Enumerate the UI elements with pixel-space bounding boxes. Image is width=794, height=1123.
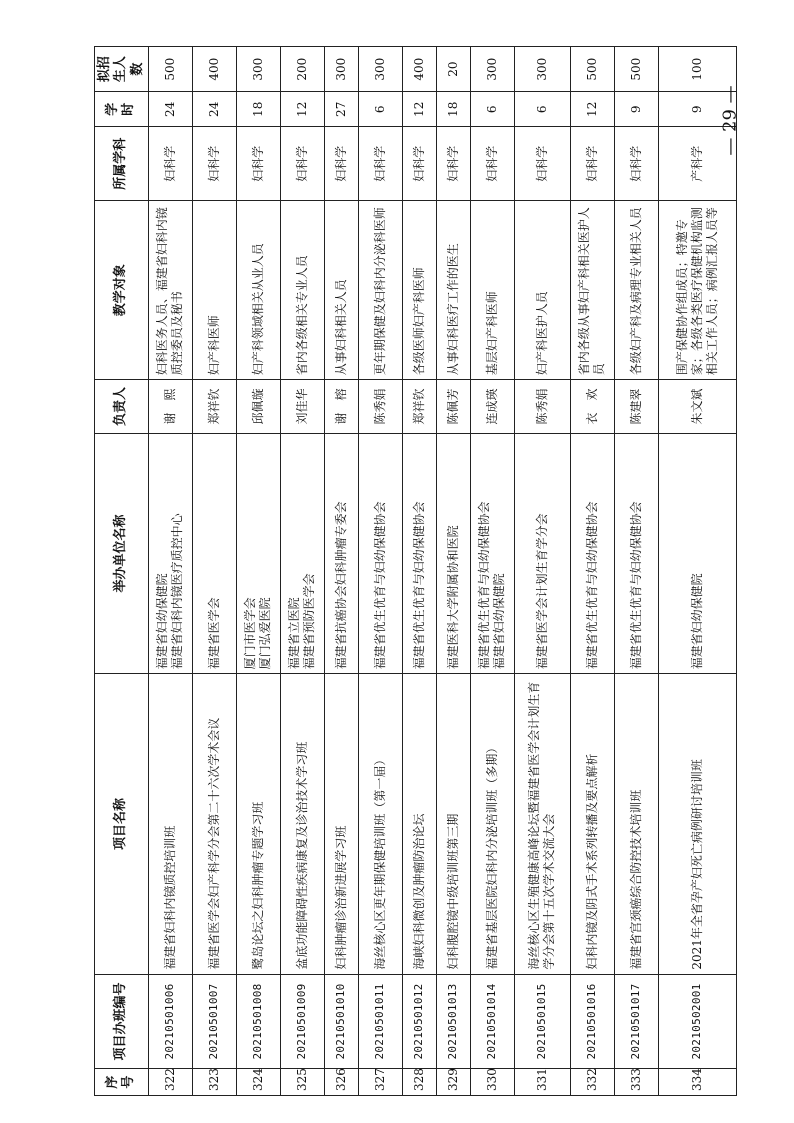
row-index: 325 (280, 1069, 324, 1096)
row-code: 20210501014 (470, 974, 514, 1069)
table-row (658, 47, 736, 1096)
row-audience: 从事妇科医疗工作的医生 (436, 201, 470, 380)
row-discipline: 妇科学 (236, 127, 280, 201)
row-enrollment: 300 (514, 47, 570, 92)
row-audience: 妇产科医护人员 (514, 201, 570, 380)
header-hours: 学时 (95, 92, 149, 127)
row-project: 福建省妇科内镜质控培训班 (148, 674, 192, 974)
row-person: 朱文斌 (658, 380, 736, 433)
row-enrollment: 300 (470, 47, 514, 92)
row-index: 334 (658, 1069, 736, 1096)
row-discipline: 妇科学 (192, 127, 236, 201)
row-hours: 6 (358, 92, 402, 127)
row-audience: 各级医师妇产科医师 (402, 201, 436, 380)
row-hours: 6 (514, 92, 570, 127)
table-row (358, 47, 402, 1096)
row-organizer: 福建省优生优育与妇幼保健协会 (402, 433, 436, 674)
table-row (614, 47, 658, 1096)
row-index: 322 (148, 1069, 192, 1096)
row-audience: 围产保健协作组成员；特邀专家；各级各类医疗保健机构监测相关工作人员；病例汇报人员等 (658, 201, 736, 380)
row-enrollment: 500 (614, 47, 658, 92)
row-code: 20210501015 (514, 974, 570, 1069)
row-discipline: 妇科学 (358, 127, 402, 201)
header-project: 项目名称 (95, 674, 149, 974)
row-organizer: 福建省优生优育与妇幼保健协会 (570, 433, 614, 674)
row-discipline: 妇科学 (470, 127, 514, 201)
row-organizer: 福建省医学会计划生育学分会 (514, 433, 570, 674)
row-person: 邱佩璇 (236, 380, 280, 433)
row-hours: 9 (658, 92, 736, 127)
row-person: 谢 榕 (324, 380, 358, 433)
course-table (94, 46, 737, 1096)
row-project: 2021年全省孕产妇死亡病例研讨培训班 (658, 674, 736, 974)
row-audience: 妇科医务人员、福建省妇科内镜质控委员及秘书 (148, 201, 192, 380)
header-code: 项目办班编号 (95, 974, 149, 1069)
row-audience: 基层妇产科医师 (470, 201, 514, 380)
row-discipline: 妇科学 (436, 127, 470, 201)
row-project: 福建省基层医院妇科内分泌培训班（多期） (470, 674, 514, 974)
row-audience: 妇产科领域相关从业人员 (236, 201, 280, 380)
row-hours: 24 (148, 92, 192, 127)
row-person: 陈建翠 (614, 380, 658, 433)
row-code: 20210502001 (658, 974, 736, 1069)
row-discipline: 妇科学 (514, 127, 570, 201)
row-audience: 更年期保健及妇科内分泌科医师 (358, 201, 402, 380)
row-person: 刘佳华 (280, 380, 324, 433)
row-code: 20210501007 (192, 974, 236, 1069)
row-organizer: 福建省妇幼保健院 (658, 433, 736, 674)
row-enrollment: 300 (358, 47, 402, 92)
row-organizer: 福建省抗癌协会妇科肿瘤专委会 (324, 433, 358, 674)
row-code: 20210501008 (236, 974, 280, 1069)
row-organizer: 厦门市医学会 厦门弘爱医院 (236, 433, 280, 674)
row-person: 陈秀娟 (514, 380, 570, 433)
row-hours: 18 (236, 92, 280, 127)
row-discipline: 妇科学 (324, 127, 358, 201)
table-row (514, 47, 570, 1096)
row-code: 20210501016 (570, 974, 614, 1069)
row-index: 332 (570, 1069, 614, 1096)
row-enrollment: 500 (570, 47, 614, 92)
row-code: 20210501013 (436, 974, 470, 1069)
row-person: 谢 熙 (148, 380, 192, 433)
page-number: — 29 — (719, 84, 741, 156)
row-index: 323 (192, 1069, 236, 1096)
row-project: 妇科内镜及阴式手术系列转播及要点解析 (570, 674, 614, 974)
row-person: 陈佩芳 (436, 380, 470, 433)
row-organizer: 福建省优生优育与妇幼保健协会 (358, 433, 402, 674)
row-index: 329 (436, 1069, 470, 1096)
row-code: 20210501012 (402, 974, 436, 1069)
row-code: 20210501009 (280, 974, 324, 1069)
row-audience: 省内各级相关专业人员 (280, 201, 324, 380)
row-enrollment: 20 (436, 47, 470, 92)
header-audience: 教学对象 (95, 201, 149, 380)
table-row (570, 47, 614, 1096)
row-organizer: 福建省妇幼保健院 福建省妇科内镜医疗质控中心 (148, 433, 192, 674)
row-enrollment: 100 (658, 47, 736, 92)
row-person: 郑祥钦 (402, 380, 436, 433)
row-organizer: 福建省优生优育与妇幼保健协会 福建省妇幼保健院 (470, 433, 514, 674)
table-row (324, 47, 358, 1096)
row-index: 333 (614, 1069, 658, 1096)
row-organizer: 福建省优生优育与妇幼保健协会 (614, 433, 658, 674)
row-discipline: 妇科学 (280, 127, 324, 201)
row-audience: 各级妇产科及病理专业相关人员 (614, 201, 658, 380)
table-row (192, 47, 236, 1096)
row-project: 海丝核心区更年期保健培训班（第一届） (358, 674, 402, 974)
row-discipline: 产科学 (658, 127, 736, 201)
row-hours: 12 (570, 92, 614, 127)
row-hours: 12 (402, 92, 436, 127)
row-project: 福建省宫颈癌综合防控技术培训班 (614, 674, 658, 974)
row-discipline: 妇科学 (402, 127, 436, 201)
row-hours: 9 (614, 92, 658, 127)
table-row (436, 47, 470, 1096)
row-project: 海丝核心区生殖健康高峰论坛暨福建省医学会计划生育学分会第十五次学术交流大会 (514, 674, 570, 974)
rotated-table-wrapper (94, 46, 719, 1096)
header-organizer: 举办单位名称 (95, 433, 149, 674)
row-index: 331 (514, 1069, 570, 1096)
row-person: 陈秀娟 (358, 380, 402, 433)
row-hours: 6 (470, 92, 514, 127)
row-code: 20210501017 (614, 974, 658, 1069)
row-enrollment: 400 (192, 47, 236, 92)
row-code: 20210501010 (324, 974, 358, 1069)
row-organizer: 福建医科大学附属协和医院 (436, 433, 470, 674)
row-project: 妇科腹腔镜中级培训班第三期 (436, 674, 470, 974)
row-organizer: 福建省立医院 福建省预防医学会 (280, 433, 324, 674)
header-person: 负责人 (95, 380, 149, 433)
table-row (402, 47, 436, 1096)
row-enrollment: 300 (324, 47, 358, 92)
row-project: 福建省医学会妇产科学分会第二十六次学术会议 (192, 674, 236, 974)
row-enrollment: 400 (402, 47, 436, 92)
header-enrollment: 拟招生人数 (95, 47, 149, 92)
row-enrollment: 500 (148, 47, 192, 92)
row-code: 20210501006 (148, 974, 192, 1069)
row-person: 郑祥钦 (192, 380, 236, 433)
row-enrollment: 300 (236, 47, 280, 92)
row-discipline: 妇科学 (614, 127, 658, 201)
table-row (148, 47, 192, 1096)
row-audience: 省内各级从事妇产科相关医护人员 (570, 201, 614, 380)
row-hours: 27 (324, 92, 358, 127)
row-discipline: 妇科学 (570, 127, 614, 201)
row-project: 海峡妇科微创及肿瘤防治论坛 (402, 674, 436, 974)
row-project: 鹭岛论坛之妇科肿瘤专题学习班 (236, 674, 280, 974)
row-person: 衣 欢 (570, 380, 614, 433)
row-index: 328 (402, 1069, 436, 1096)
row-project: 妇科肿瘤诊治新进展学习班 (324, 674, 358, 974)
row-project: 盆底功能障碍性疾病康复及诊治技术学习班 (280, 674, 324, 974)
row-audience: 妇产科医师 (192, 201, 236, 380)
row-index: 330 (470, 1069, 514, 1096)
row-hours: 24 (192, 92, 236, 127)
table-row (470, 47, 514, 1096)
row-discipline: 妇科学 (148, 127, 192, 201)
row-index: 324 (236, 1069, 280, 1096)
header-discipline: 所属学科 (95, 127, 149, 201)
row-enrollment: 200 (280, 47, 324, 92)
row-organizer: 福建省医学会 (192, 433, 236, 674)
row-hours: 12 (280, 92, 324, 127)
row-code: 20210501011 (358, 974, 402, 1069)
row-index: 327 (358, 1069, 402, 1096)
row-audience: 从事妇科相关人员 (324, 201, 358, 380)
row-index: 326 (324, 1069, 358, 1096)
table-header-row (95, 47, 149, 1096)
header-index: 序号 (95, 1069, 149, 1096)
table-row (236, 47, 280, 1096)
row-hours: 18 (436, 92, 470, 127)
row-person: 连成瑛 (470, 380, 514, 433)
table-row (280, 47, 324, 1096)
